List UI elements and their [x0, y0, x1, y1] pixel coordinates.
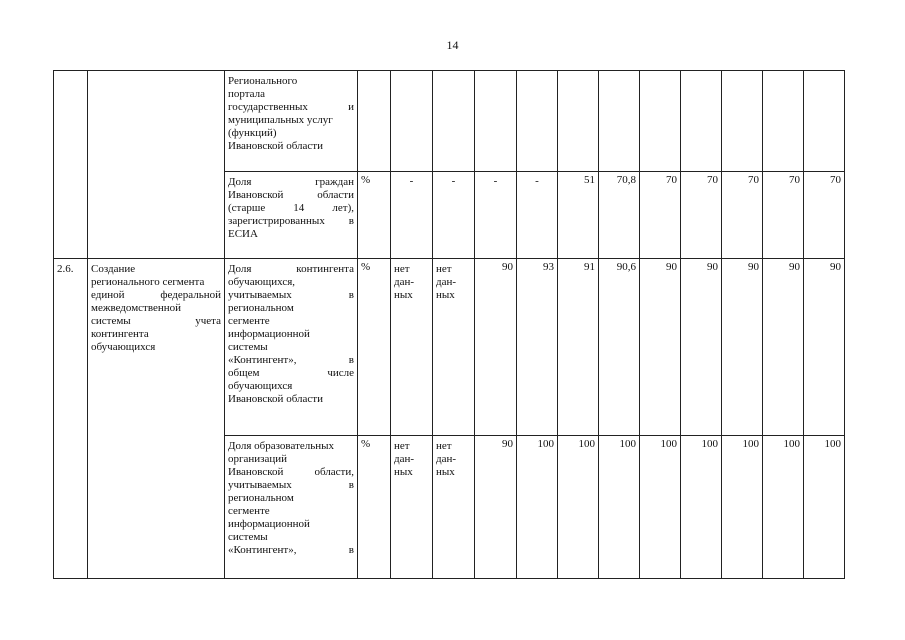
value-cell: 70 [722, 172, 763, 259]
value-cell: 90 [681, 259, 722, 436]
value-cell-no-data: нет дан- ных [433, 259, 475, 436]
value-cell [722, 71, 763, 172]
value-cell [391, 71, 433, 172]
row-number-cell [54, 71, 88, 259]
value-cell: 90 [763, 259, 804, 436]
value-cell: 51 [558, 172, 599, 259]
indicators-table [53, 70, 845, 579]
measure-cell [88, 71, 225, 259]
row-number-cell: 2.6. [54, 259, 88, 579]
value-cell: 70 [763, 172, 804, 259]
value-cell: 70 [681, 172, 722, 259]
value-cell [681, 71, 722, 172]
value-cell: 100 [681, 436, 722, 579]
value-cell: 90,6 [599, 259, 640, 436]
table-row [54, 71, 845, 172]
unit-cell [358, 71, 391, 172]
value-cell-no-data: нет дан- ных [433, 436, 475, 579]
value-cell: - [433, 172, 475, 259]
value-cell-no-data: нет дан- ных [391, 436, 433, 579]
value-cell: 70 [640, 172, 681, 259]
measure-cell: Создание регионального сегмента единой федеральной межведомственной системы учета контингента обучающихся [88, 259, 225, 579]
value-cell: 90 [640, 259, 681, 436]
indicator-cell: Доля граждан Ивановской области (старше 14 лет), зарегистрированных в ЕСИА [225, 172, 358, 259]
value-cell: 90 [475, 436, 517, 579]
value-cell: 100 [763, 436, 804, 579]
page-number: 14 [446, 38, 459, 52]
unit-cell: % [358, 436, 391, 579]
value-cell: 90 [722, 259, 763, 436]
value-cell: - [391, 172, 433, 259]
value-cell: 91 [558, 259, 599, 436]
value-cell: 100 [599, 436, 640, 579]
unit-cell: % [358, 172, 391, 259]
value-cell: 90 [804, 259, 845, 436]
value-cell [475, 71, 517, 172]
value-cell: 100 [722, 436, 763, 579]
value-cell: 93 [517, 259, 558, 436]
value-cell [763, 71, 804, 172]
value-cell: 70 [804, 172, 845, 259]
value-cell: 100 [804, 436, 845, 579]
value-cell: 100 [517, 436, 558, 579]
value-cell [804, 71, 845, 172]
table-row [54, 259, 845, 436]
unit-cell: % [358, 259, 391, 436]
value-cell: 70,8 [599, 172, 640, 259]
value-cell [640, 71, 681, 172]
value-cell: 100 [558, 436, 599, 579]
value-cell [433, 71, 475, 172]
indicator-cell: Регионального портала государственных и муниципальных услуг (функций) Ивановской области [225, 71, 358, 172]
indicator-cell: Доля контингента обучающихся, учитываемых в региональном сегменте информационной системы «Контингент», в общем числе обучающихся Ивановской области [225, 259, 358, 436]
value-cell: - [517, 172, 558, 259]
value-cell [558, 71, 599, 172]
value-cell-no-data: нет дан- ных [391, 259, 433, 436]
value-cell [517, 71, 558, 172]
indicator-cell: Доля образовательных организаций Ивановской области, учитываемых в региональном сегменте информационной системы «Контингент», в [225, 436, 358, 579]
value-cell: - [475, 172, 517, 259]
value-cell: 90 [475, 259, 517, 436]
value-cell [599, 71, 640, 172]
value-cell: 100 [640, 436, 681, 579]
